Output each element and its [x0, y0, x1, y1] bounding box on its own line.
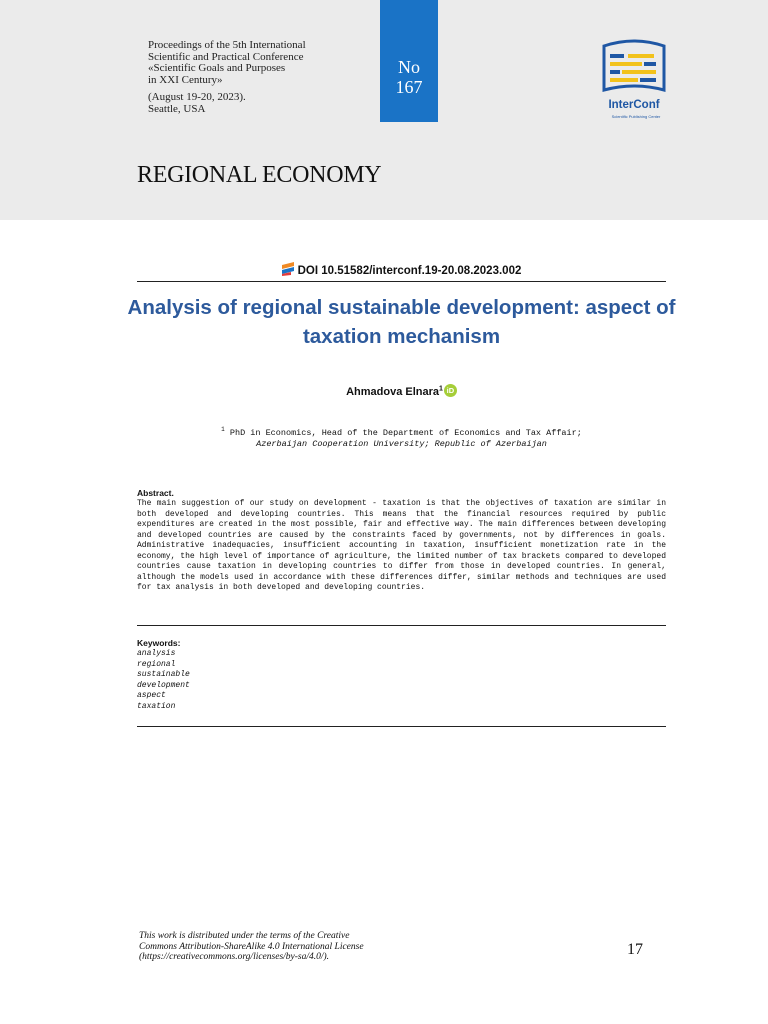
section-title: REGIONAL ECONOMY [137, 162, 382, 188]
divider [137, 625, 666, 626]
divider [137, 726, 666, 727]
logo-text: InterConf [608, 99, 660, 111]
doi-text[interactable]: DOI 10.51582/interconf.19-20.08.2023.002 [297, 265, 522, 277]
author-name: Ahmadova Elnara [346, 386, 439, 398]
keywords-list [137, 649, 190, 712]
affiliation-sup: 1 [221, 426, 225, 433]
conference-line: in XXI Century» [148, 73, 223, 86]
divider [137, 281, 666, 282]
conference-dates: (August 19-20, 2023). [148, 91, 246, 103]
license-line: This work is distributed under the terms of the Creative [139, 931, 350, 941]
orcid-icon[interactable]: iD [444, 384, 457, 397]
page-number: 17 [627, 941, 643, 958]
license-link[interactable]: (https://creativecommons.org/licenses/by-sa/4.0/). [139, 952, 330, 962]
interconf-logo [598, 38, 670, 122]
affiliation [137, 424, 666, 450]
keyword: sustainable [137, 670, 190, 679]
keyword: development [137, 680, 190, 690]
keywords-heading: Keywords: [137, 638, 181, 648]
license-line: Commons Attribution-ShareAlike 4.0 International License [139, 941, 364, 952]
keyword: aspect [137, 691, 166, 700]
abstract-text: The main suggestion of our study on development - taxation is that the objectives of taxation are similar in both developed and developing countries. This means that the financial resources required by public expenditures are created in the most possible, fair and effective way. The main differences between developing and developed countries are caused by the constraints faced by governments, not by differences in goals. Administrative inadequacies, insufficient accounting in taxation, insufficient monetization rate in the economy, the high level of importance of agriculture, the limited number of tax brackets compared to developed countries cause taxation in developing countries to differ from those in developed countries. In general, although the models used in accordance with these differences differ, similar methods and techniques are used for tax analysis in both developed and developing countries. [137, 499, 666, 592]
issue-number: 167 [395, 77, 423, 97]
issue-label: No [398, 57, 420, 77]
keyword: regional [137, 659, 176, 669]
doi-line [137, 262, 666, 279]
issue-number-box [380, 0, 438, 122]
author [137, 384, 666, 398]
conference-line: «Scientific Goals and Purposes [148, 62, 286, 74]
author-sup: 1 [439, 385, 443, 393]
affiliation-line: Azerbaijan Cooperation University; Republic of Azerbaijan [256, 438, 547, 449]
conference-location: Seattle, USA [148, 102, 206, 115]
doi-icon [282, 262, 294, 279]
affiliation-line: PhD in Economics, Head of the Department of Economics and Tax Affair; [229, 427, 582, 438]
conference-line: Proceedings of the 5th International [148, 39, 306, 51]
abstract-heading: Abstract. [137, 488, 174, 498]
keyword: taxation [137, 701, 176, 711]
article-title: Analysis of regional sustainable development: aspect of taxation mechanism [127, 296, 676, 348]
license-note [139, 931, 439, 963]
conference-line: Scientific and Practical Conference [148, 50, 304, 63]
keyword: analysis [137, 649, 176, 658]
conference-info [148, 40, 368, 115]
interconf-logo-icon [598, 38, 670, 122]
logo-subtext: Scientific Publishing Center [611, 114, 661, 119]
